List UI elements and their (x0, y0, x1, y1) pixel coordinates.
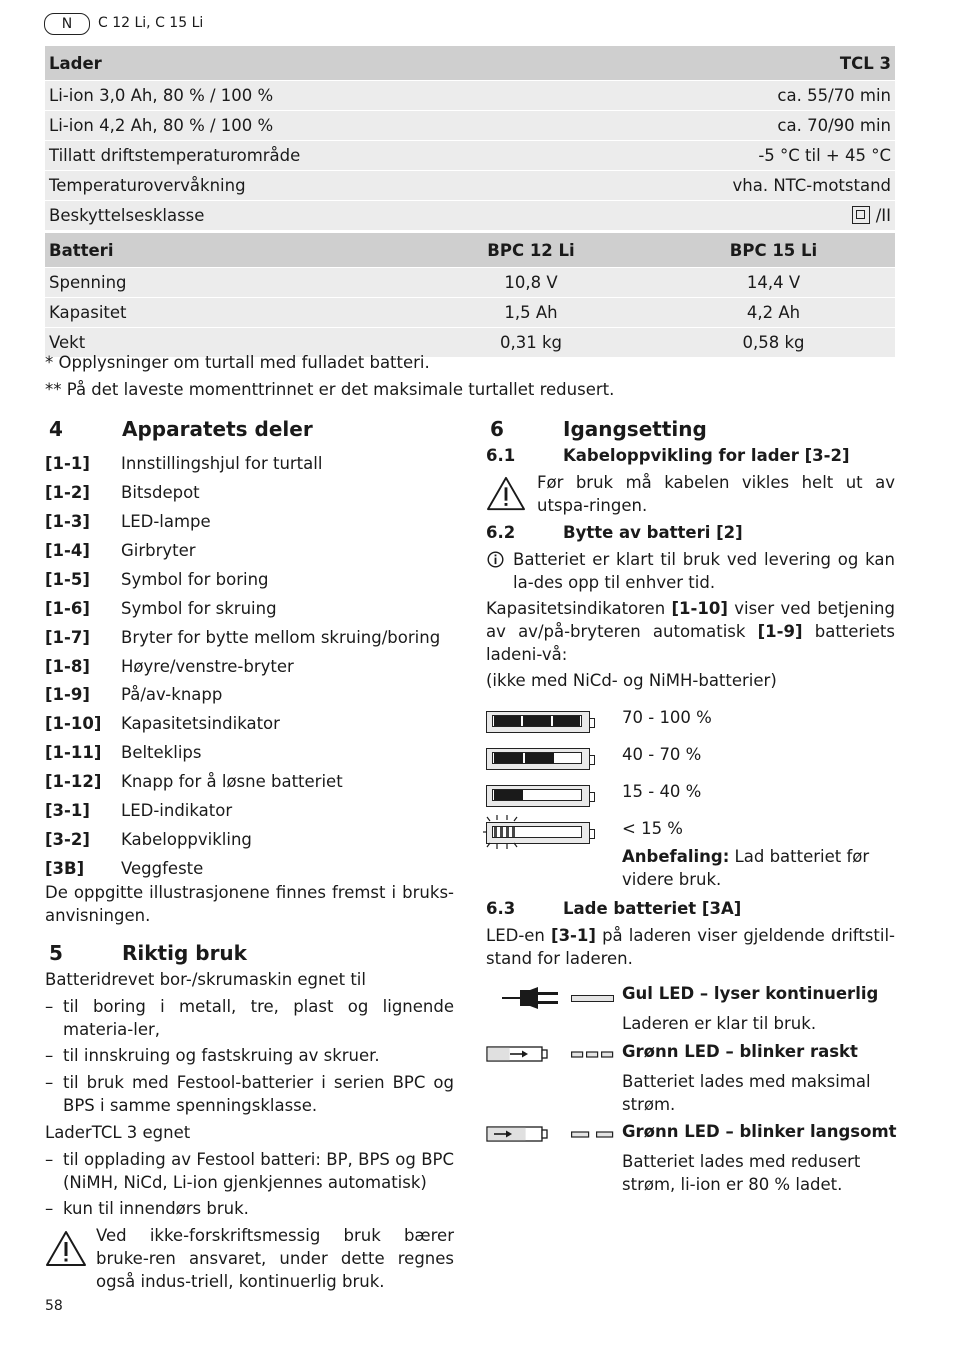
intended-use-intro: Batteridrevet bor-/skrumaskin egnet til (45, 970, 366, 989)
power-plug-icon (502, 985, 560, 1011)
section-number: 5 (49, 941, 63, 965)
table-row (45, 171, 895, 201)
protection-class-icon (852, 206, 870, 224)
led-status-text (486, 924, 895, 970)
part-ref: [1-10] (45, 714, 102, 734)
table-row (45, 141, 895, 171)
table-row (45, 111, 895, 141)
led-green-fast-title: Grønn LED – blinker raskt (622, 1042, 858, 1061)
part-ref: [1-6] (45, 598, 90, 618)
part-label: Kabeloppvikling (121, 830, 252, 850)
table-cell: Temperaturovervåkning (45, 171, 563, 201)
text-span: Kapasitetsindikatoren (486, 599, 672, 618)
battery-gauge (492, 715, 582, 727)
table-cell: -5 °C til + 45 °C (563, 141, 895, 171)
part-ref: [1-8] (45, 656, 90, 676)
list-item (45, 1148, 454, 1194)
list-item (45, 1071, 454, 1117)
list-item (45, 656, 465, 685)
battery-segment (553, 716, 580, 726)
part-ref: [1-9] (45, 685, 90, 705)
bullet-text: til opplading av Festool batteri: BP, BPS og BPC (NiMH, NiCd, Li-ion gjenkjennes automatisk) (63, 1150, 454, 1192)
charge-level-label: 15 - 40 % (622, 782, 702, 801)
battery-gauge (492, 826, 582, 838)
part-label: Knapp for å løsne batteriet (121, 772, 343, 792)
subsection-number: 6.3 (486, 899, 516, 918)
warning-icon (486, 476, 526, 512)
battery-gauge (492, 752, 582, 764)
led-green-fast-text: Batteriet lades med maksimal strøm. (622, 1072, 871, 1114)
list-item (45, 829, 465, 858)
led-yellow-text: Laderen er klar til bruk. (622, 1014, 817, 1033)
battery-segment (523, 716, 550, 726)
charger-intro: LaderTCL 3 egnet (45, 1123, 191, 1142)
table-cell: Beskyttelsesklasse (45, 201, 563, 231)
part-ref: [1-4] (45, 540, 90, 560)
page-number: 58 (45, 1298, 63, 1314)
text-span: batteriets ladeni-vå: (486, 622, 896, 664)
table-cell: Li-ion 3,0 Ah, 80 % / 100 % (45, 81, 563, 111)
charge-level-label: 40 - 70 % (622, 745, 702, 764)
led-green-slow-text: Batteriet lades med redusert strøm, li-ion er 80 % ladet. (622, 1152, 861, 1194)
part-label: Symbol for skruing (121, 598, 277, 618)
part-ref: [1-3] (45, 511, 90, 531)
recommendation-label: Anbefaling: (622, 847, 730, 866)
table-cell: BPC 12 Li (410, 233, 652, 268)
table-cell: Tillatt driftstemperaturområde (45, 141, 563, 171)
battery-gauge (492, 789, 582, 801)
charging-battery-icon (486, 1045, 550, 1063)
table-cell: vha. NTC-motstand (563, 171, 895, 201)
subsection-6-3-heading (486, 898, 896, 920)
table-cell: 10,8 V (410, 268, 652, 298)
illustration-note: De oppgitte illustrasjonene finnes fremst i bruks-anvisningen. (45, 883, 454, 925)
led-fast-blink-icon (571, 1051, 615, 1059)
section-title: Apparatets deler (122, 417, 313, 441)
section-5-heading (45, 940, 465, 966)
part-ref: [3-1] (45, 801, 90, 821)
text-span: på laderen viser gjeldende driftstil-stand for laderen. (486, 926, 895, 968)
table-cell: TCL 3 (563, 46, 895, 81)
part-ref: [1-1] (45, 454, 90, 473)
list-item (45, 540, 465, 569)
list-item (45, 1197, 454, 1220)
bullet-dash: – (45, 1046, 54, 1065)
part-ref: [1-12] (45, 772, 102, 792)
subsection-number: 6.1 (486, 446, 516, 465)
subsection-6-1-heading (486, 445, 896, 467)
subsection-title: Kabeloppvikling for lader [3-2] (563, 446, 850, 465)
bullet-text: til innskruing og fastskruing av skruer. (63, 1046, 380, 1065)
list-item (45, 684, 465, 713)
part-label: Belteklips (121, 743, 202, 763)
table-row (45, 201, 895, 231)
text-span: LED-en (486, 926, 552, 945)
charge-level-label: < 15 % (622, 819, 683, 838)
list-item (45, 627, 465, 656)
capacity-indicator-text (486, 597, 895, 666)
list-item (45, 742, 465, 771)
battery-level-icon (486, 822, 590, 844)
misuse-warning-text: Ved ikke-forskriftsmessig bruk bærer bruke-ren ansvaret, under dette regnes også indus-triell, kontinuerlig bruk. (96, 1226, 454, 1291)
section-number: 6 (490, 417, 504, 441)
document-title: C 12 Li, C 15 Li (98, 15, 204, 31)
section-6-heading (486, 416, 896, 442)
part-label: Veggfeste (121, 859, 204, 879)
table-row (45, 81, 895, 111)
battery-info-text: Batteriet er klart til bruk ved levering og kan la-des opp til enhver tid. (513, 550, 895, 592)
part-label: Kapasitetsindikator (121, 714, 280, 734)
part-ref: [1-7] (45, 627, 90, 647)
text-span: Lad batteriet før videre bruk. (622, 847, 870, 889)
led-solid-icon (571, 995, 614, 1002)
table-cell: Batteri (45, 233, 410, 268)
subsection-title: Bytte av batteri [2] (563, 523, 743, 542)
subsection-title: Lade batteriet [3A] (563, 899, 742, 918)
warning-icon (45, 1230, 87, 1268)
battery-segment-blinking (494, 827, 516, 837)
table-cell: BPC 15 Li (652, 233, 895, 268)
part-label: Girbryter (121, 540, 196, 560)
table-cell: Lader (45, 46, 563, 81)
bullet-dash: – (45, 1150, 54, 1169)
part-label: Høyre/venstre-bryter (121, 656, 294, 676)
table-cell: 4,2 Ah (652, 298, 895, 328)
part-ref: [3B] (45, 859, 85, 879)
ref-on-off-button: [1-9] (757, 622, 803, 641)
section-title: Riktig bruk (122, 941, 247, 965)
list-item (45, 800, 465, 829)
list-item (45, 1044, 454, 1067)
list-item (45, 453, 465, 482)
table-cell: Vekt (45, 328, 410, 358)
section-4-heading (45, 416, 465, 442)
table-cell: 1,5 Ah (410, 298, 652, 328)
table-header-row (45, 233, 895, 268)
language-badge: N (44, 13, 90, 35)
battery-level-icon (486, 785, 590, 807)
bullet-dash: – (45, 1199, 54, 1218)
charger-spec-table (45, 46, 895, 230)
list-item (45, 771, 465, 800)
list-item (45, 511, 465, 540)
part-label: Bryter for bytte mellom skruing/boring (121, 627, 441, 647)
part-label: LED-lampe (121, 511, 211, 531)
section-title: Igangsetting (563, 417, 707, 441)
table-row (45, 268, 895, 298)
table-header-row (45, 46, 895, 81)
part-label: LED-indikator (121, 801, 233, 821)
table-cell: 0,58 kg (652, 328, 895, 358)
table-cell (563, 201, 895, 231)
part-label: Symbol for boring (121, 569, 269, 589)
part-label: Bitsdepot (121, 482, 200, 502)
list-item (45, 482, 465, 511)
footnote-2: ** På det laveste momenttrinnet er det maksimale turtallet redusert. (45, 380, 615, 399)
battery-type-note: (ikke med NiCd- og NiMH-batterier) (486, 671, 777, 690)
bullet-text: kun til innendørs bruk. (63, 1199, 249, 1218)
ref-capacity-indicator: [1-10] (671, 599, 728, 618)
part-ref: [1-2] (45, 482, 90, 502)
table-cell: ca. 70/90 min (563, 111, 895, 141)
part-label: På/av-knapp (121, 685, 223, 705)
battery-segment (494, 790, 523, 800)
protection-class-value: /II (875, 206, 891, 225)
table-cell: ca. 55/70 min (563, 81, 895, 111)
cable-warning-text: Før bruk må kabelen vikles helt ut av utspa-ringen. (537, 473, 895, 515)
info-icon (487, 551, 504, 568)
list-item (45, 569, 465, 598)
battery-segment (494, 716, 521, 726)
subsection-number: 6.2 (486, 523, 516, 542)
table-row (45, 298, 895, 328)
table-cell: Spenning (45, 268, 410, 298)
battery-segment (525, 753, 554, 763)
led-slow-blink-icon (571, 1131, 615, 1139)
bullet-dash: – (45, 997, 54, 1016)
battery-spec-table (45, 233, 895, 357)
ref-led-indicator: [3-1] (551, 926, 596, 945)
charging-battery-icon (486, 1125, 550, 1143)
table-cell: Kapasitet (45, 298, 410, 328)
battery-segment (494, 753, 523, 763)
table-cell: 0,31 kg (410, 328, 652, 358)
subsection-6-2-heading (486, 522, 896, 544)
table-cell: 14,4 V (652, 268, 895, 298)
footnote-1: * Opplysninger om turtall med fulladet batteri. (45, 353, 430, 372)
list-item (45, 995, 454, 1041)
led-yellow-title: Gul LED – lyser kontinuerlig (622, 984, 879, 1003)
battery-level-icon (486, 711, 590, 733)
section-number: 4 (49, 417, 63, 441)
recommendation-text (622, 845, 872, 891)
list-item (45, 713, 465, 742)
list-item (45, 598, 465, 627)
text-span: viser ved betjening av av/på-bryteren automatisk (486, 599, 895, 641)
bullet-text: til boring i metall, tre, plast og lignende materia-ler, (63, 997, 454, 1039)
part-ref: [3-2] (45, 830, 90, 850)
battery-level-icon (486, 748, 590, 770)
charge-level-label: 70 - 100 % (622, 708, 712, 727)
table-cell: Li-ion 4,2 Ah, 80 % / 100 % (45, 111, 563, 141)
part-label: Innstillingshjul for turtall (121, 454, 323, 473)
bullet-text: til bruk med Festool-batterier i serien BPC og BPS i samme spenningsklasse. (63, 1073, 454, 1115)
part-ref: [1-11] (45, 743, 102, 763)
part-ref: [1-5] (45, 569, 90, 589)
bullet-dash: – (45, 1073, 54, 1092)
led-green-slow-title: Grønn LED – blinker langsomt (622, 1122, 897, 1141)
